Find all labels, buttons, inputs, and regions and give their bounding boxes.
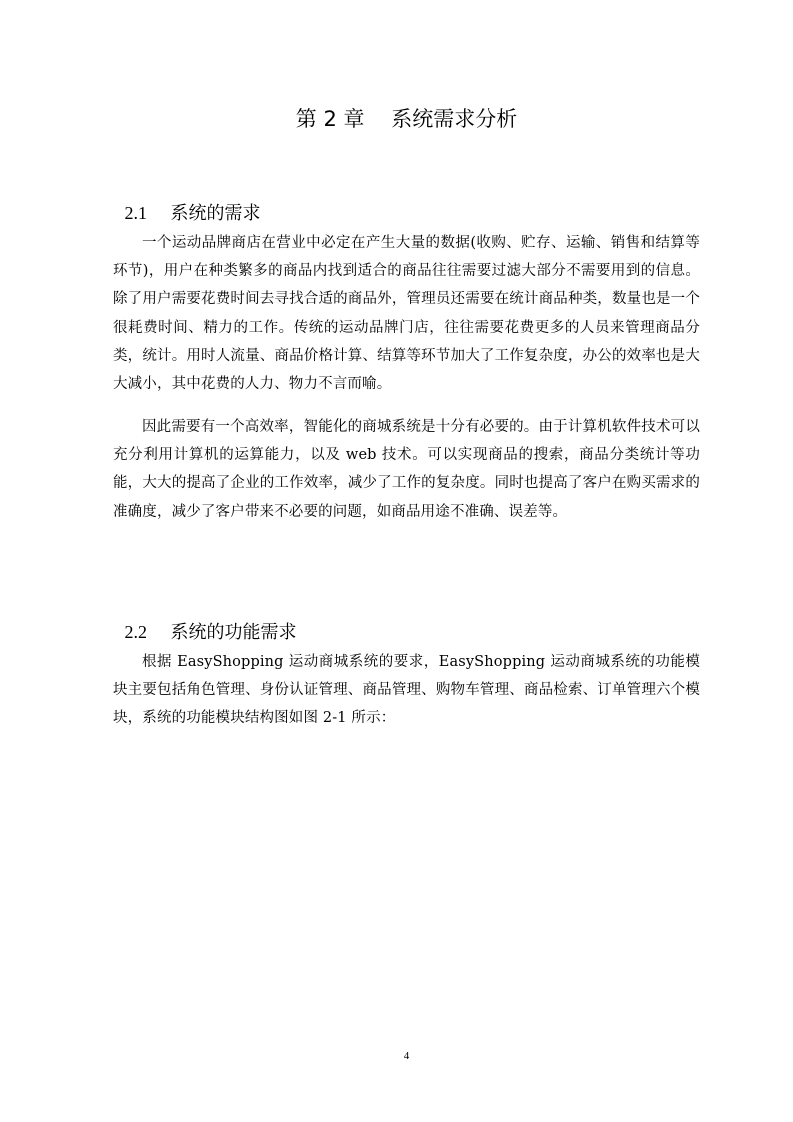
section-title: 系统的需求	[170, 203, 261, 224]
section-heading-2-1	[113, 177, 260, 226]
section-heading-2-2	[113, 596, 296, 645]
section-number: 2.2	[124, 622, 147, 642]
page-number: 4	[403, 1050, 410, 1062]
chapter-title: 第 2 章 系统需求分析	[295, 107, 518, 131]
paragraph-2-2-a: 根据 EasyShopping 运动商城系统的要求，EasyShopping 运动商城系统的功能模块主要包括角色管理、身份认证管理、商品管理、购物车管理、商品检索、订单管理六个模块，系统的功能模块结构图如图 2-1 所示：	[113, 654, 700, 727]
section-title: 系统的功能需求	[170, 622, 297, 643]
paragraph-2-1-a: 一个运动品牌商店在营业中必定在产生大量的数据(收购、贮存、运输、销售和结算等环节)，用户在种类繁多的商品内找到适合的商品往往需要过滤大部分不需要用到的信息。除了用户需要花费时间去寻找合适的商品外，管理员还需要在统计商品种类，数量也是一个很耗费时间、精力的工作。传统的运动品牌门店，往往需要花费更多的人员来管理商品分类，统计。用时人流量、商品价格计算、结算等环节加大了工作复杂度，办公的效率也是大大减小，其中花费的人力、物力不言而喻。	[113, 235, 700, 393]
paragraph-2-1-b: 因此需要有一个高效率，智能化的商城系统是十分有必要的。由于计算机软件技术可以充分利用计算机的运算能力，以及 web 技术。可以实现商品的搜索，商品分类统计等功能，大大的提高了企业的工作效率，减少了工作的复杂度。同时也提高了客户在购买需求的准确度，减少了客户带来不必要的问题，如商品用途不准确、误差等。	[113, 419, 700, 520]
section-number: 2.1	[124, 203, 147, 223]
